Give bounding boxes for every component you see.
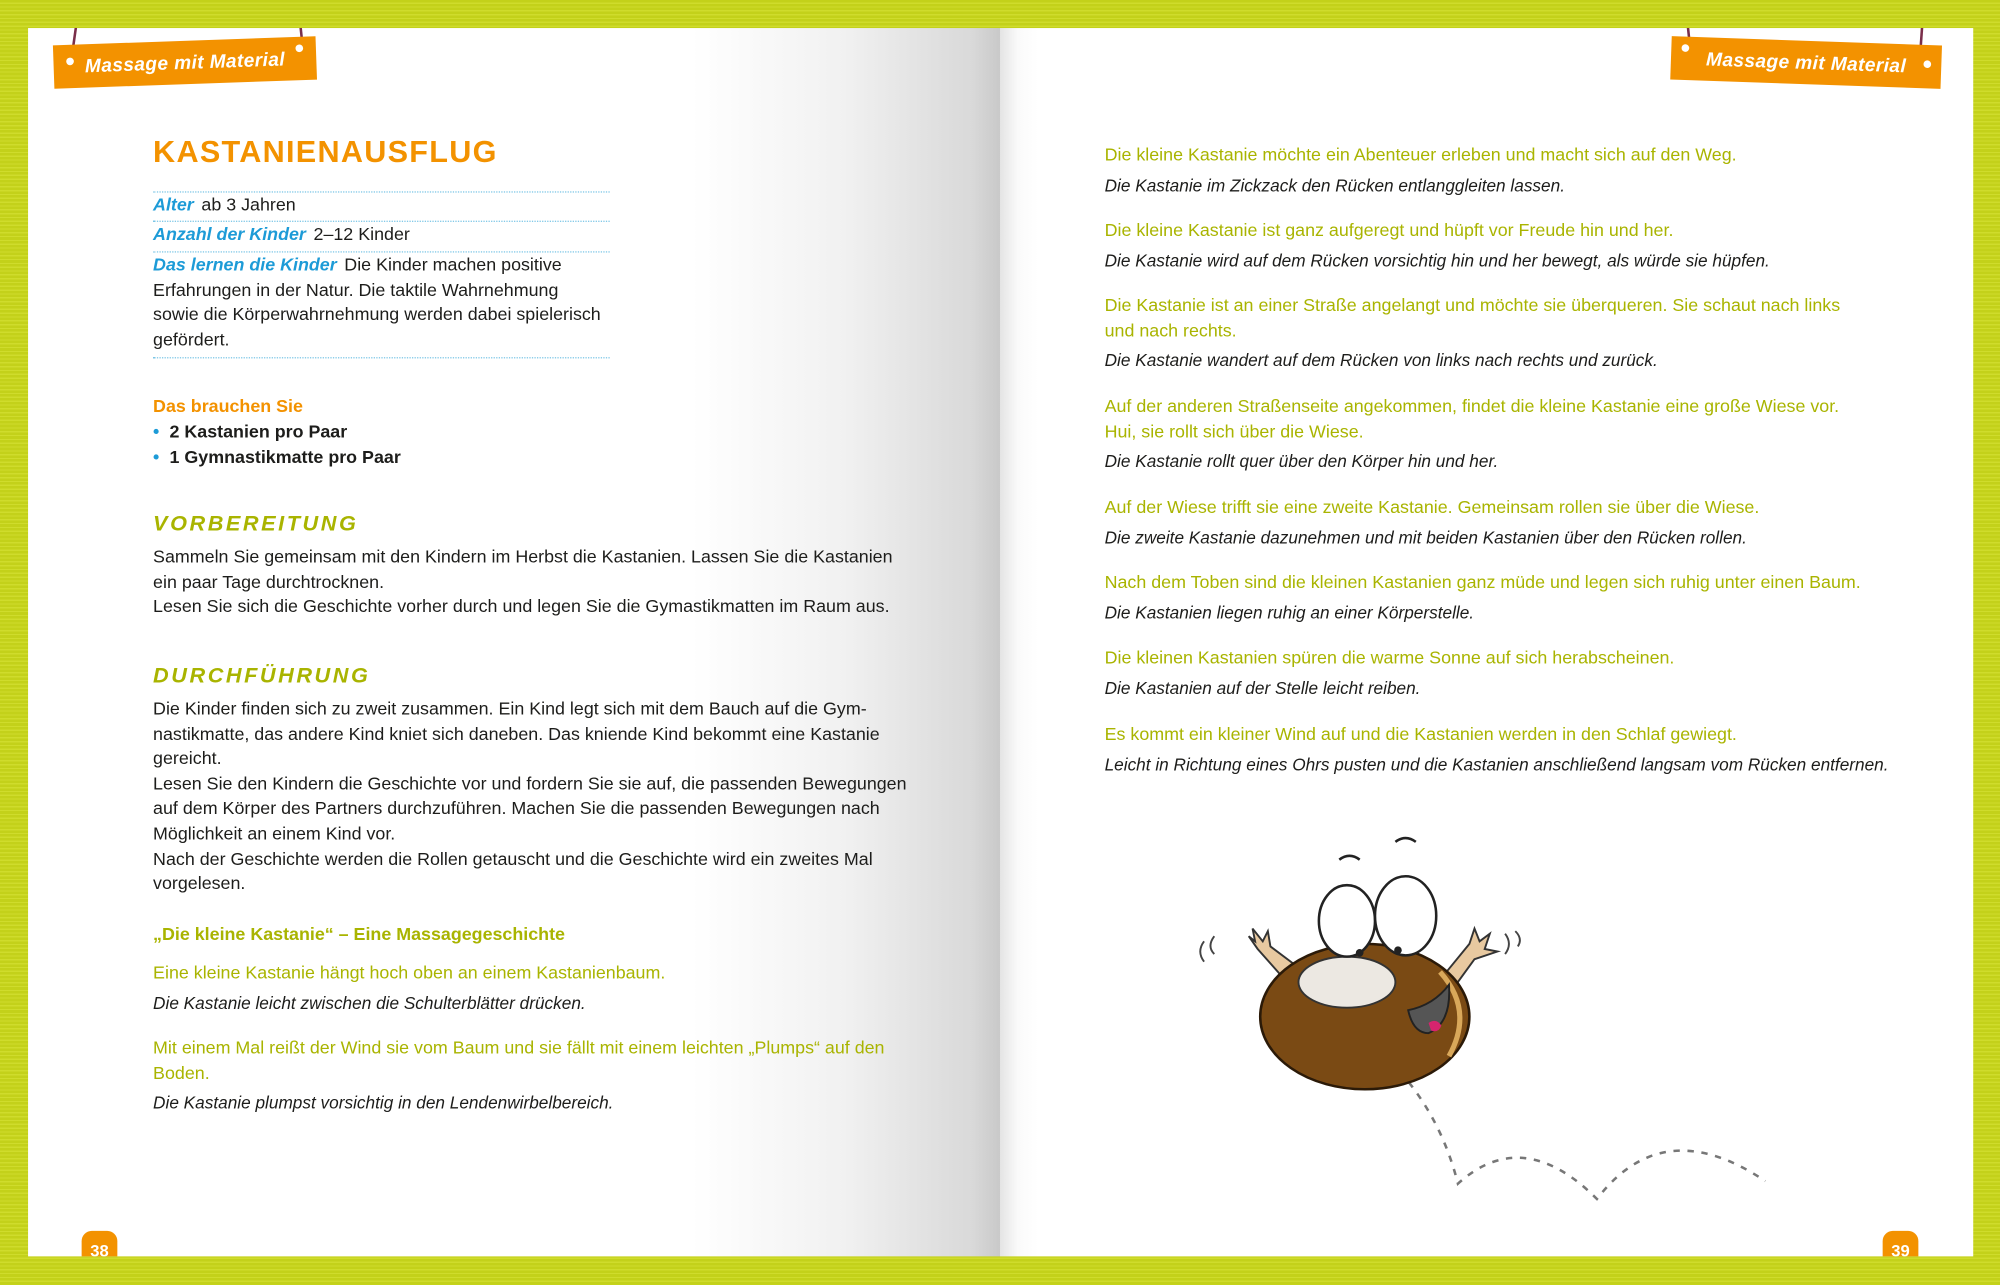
hanging-string	[72, 28, 81, 46]
text-line: Sammeln Sie gemeinsam mit den Kindern im Herbst die Kastanien. Lassen Sie die Kastanien	[153, 545, 893, 567]
story-action: Leicht in Richtung eines Ohrs pusten und die Kastanien anschließend langsam vom Rücken entfernen.	[1104, 754, 1889, 774]
story-text: Die kleine Kastanie ist ganz aufgeregt und hüpft vor Freude hin und her.	[1104, 219, 1674, 240]
section-tag-label: Massage mit Material	[84, 48, 286, 77]
story-step	[1105, 394, 1840, 474]
story-action: Die Kastanie leicht zwischen die Schulterblätter drücken.	[153, 993, 586, 1013]
story-action: Die Kastanien liegen ruhig an einer Körperstelle.	[1104, 602, 1475, 622]
story-action: Die zweite Kastanie dazunehmen und mit beiden Kastanien über den Rücken rollen.	[1104, 527, 1747, 547]
chestnut-illustration	[1179, 819, 1791, 1214]
info-row-learning	[153, 253, 612, 353]
text-line: vorgelesen.	[153, 872, 246, 894]
story-text: Es kommt ein kleiner Wind auf und die Kastanien werden in den Schlaf gewiegt.	[1104, 723, 1737, 744]
text-line: Lesen Sie den Kindern die Geschichte vor und fordern Sie sie auf, die passenden Bewegungen	[153, 772, 907, 794]
preparation-text	[153, 545, 892, 620]
section-tag	[1670, 36, 1942, 89]
procedure-text	[153, 696, 906, 896]
story-step	[153, 960, 665, 1015]
divider	[153, 357, 610, 358]
text-line: Die Kinder finden sich zu zweit zusammen. Ein Kind legt sich mit dem Bauch auf die Gym-	[153, 697, 867, 719]
story-text: Eine kleine Kastanie hängt hoch oben an einem Kastanienbaum.	[153, 961, 666, 983]
story-action: Die Kastanien auf der Stelle leicht reiben.	[1104, 678, 1421, 698]
story-step	[1105, 143, 1737, 198]
page-right	[1000, 28, 1973, 1256]
info-row-group-size	[153, 222, 612, 247]
text-line: gereicht.	[153, 747, 222, 769]
info-value-line: Erfahrungen in der Natur. Die taktile Wahrnehmung	[153, 278, 559, 300]
story-text: Die kleinen Kastanien spüren die warme Sonne auf sich herabscheinen.	[1104, 646, 1675, 668]
story-step	[1105, 570, 1861, 625]
text-line: Lesen Sie sich die Geschichte vorher durch und legen Sie die Gymastikmatten im Raum aus.	[153, 595, 890, 617]
info-value: Die Kinder machen positive	[344, 253, 562, 275]
text-line: Möglichkeit an einem Kind vor.	[153, 822, 396, 844]
info-label: Anzahl der Kinder	[153, 223, 306, 244]
story-text: Die Kastanie ist an einer Straße angelangt und möchte sie überqueren. Sie schaut nach links	[1104, 294, 1841, 316]
story-step	[1105, 495, 1760, 550]
page-left	[28, 28, 1000, 1256]
story-action: Die Kastanie im Zickzack den Rücken entlanggleiten lassen.	[1104, 175, 1565, 195]
bounce-trail	[1390, 1061, 1765, 1199]
procedure-heading: DURCHFÜHRUNG	[153, 663, 371, 688]
materials-heading: Das brauchen Sie	[153, 395, 303, 416]
info-value-line: sowie die Körperwahrnehmung werden dabei spielerisch	[153, 303, 601, 325]
info-value: 2–12 Kinder	[313, 223, 410, 244]
story-text: Hui, sie rollt sich über die Wiese.	[1104, 420, 1364, 441]
eye-right	[1375, 876, 1436, 955]
info-row-age	[153, 193, 612, 218]
page-number: 38	[82, 1231, 118, 1257]
story-step	[1105, 218, 1770, 273]
materials-item: • 2 Kastanien pro Paar	[153, 420, 348, 442]
materials-item-text: 2 Kastanien pro Paar	[169, 420, 348, 442]
section-tag	[53, 36, 317, 89]
text-line: Nach der Geschichte werden die Rollen getauscht und die Geschichte wird ein zweites Mal	[153, 847, 873, 869]
page-title: KASTANIENAUSFLUG	[153, 135, 498, 170]
text-line: auf dem Körper des Partners durchzuführen. Machen Sie die passenden Bewegungen nach	[153, 797, 880, 819]
info-label: Das lernen die Kinder	[153, 253, 337, 275]
story-step	[1105, 645, 1675, 700]
story-action: Die Kastanie rollt quer über den Körper hin und her.	[1104, 451, 1499, 471]
story-text: Boden.	[153, 1061, 210, 1083]
story-title: „Die kleine Kastanie“ – Eine Massagegeschichte	[153, 923, 565, 944]
eyebrows	[1339, 838, 1416, 860]
story-text: Nach dem Toben sind die kleinen Kastanien ganz müde und legen sich ruhig unter einen Baum.	[1104, 571, 1861, 592]
story-text: Auf der anderen Straßenseite angekommen, findet die kleine Kastanie eine große Wiese vor.	[1104, 395, 1840, 416]
story-text: Die kleine Kastanie möchte ein Abenteuer erleben und macht sich auf den Weg.	[1104, 144, 1737, 165]
chestnut-highlight	[1298, 957, 1395, 1008]
story-text: Auf der Wiese trifft sie eine zweite Kastanie. Gemeinsam rollen sie über die Wiese.	[1104, 496, 1760, 517]
info-value-line: gefördert.	[153, 328, 230, 350]
story-action: Die Kastanie wird auf dem Rücken vorsichtig hin und her bewegt, als würde sie hüpfen.	[1104, 250, 1770, 270]
text-line: ein paar Tage durchtrocknen.	[153, 570, 385, 592]
story-action: Die Kastanie plumpst vorsichtig in den Lendenwirbelbereich.	[153, 1093, 614, 1113]
story-action: Die Kastanie wandert auf dem Rücken von links nach rechts und zurück.	[1104, 351, 1658, 371]
eye-left	[1319, 885, 1375, 956]
story-step	[1105, 722, 1889, 777]
story-text: und nach rechts.	[1104, 319, 1237, 341]
story-step	[1105, 293, 1841, 373]
page-number: 39	[1883, 1231, 1919, 1257]
info-label: Alter	[153, 193, 194, 215]
section-tag-label: Massage mit Material	[1705, 48, 1907, 77]
text-line: nastikmatte, das andere Kind kniet sich daneben. Das kniende Kind bekommt eine Kastanie	[153, 722, 880, 744]
materials-item: • 1 Gymnastikmatte pro Paar	[153, 446, 401, 467]
materials-item-text: 1 Gymnastikmatte pro Paar	[169, 446, 401, 467]
story-step	[153, 1036, 884, 1116]
info-value: ab 3 Jahren	[201, 193, 296, 215]
story-text: Mit einem Mal reißt der Wind sie vom Baum und sie fällt mit einem leichten „Plumps“ auf den	[153, 1036, 885, 1058]
preparation-heading: VORBEREITUNG	[153, 511, 359, 536]
